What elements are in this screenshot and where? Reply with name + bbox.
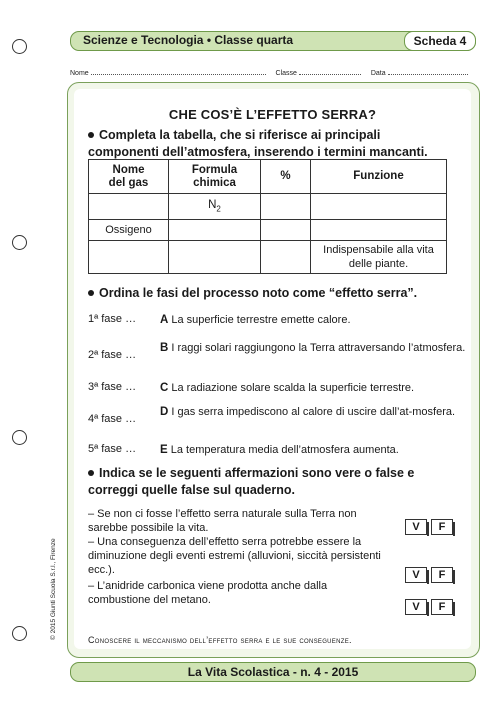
section1-instruction: Completa la tabella, che si riferisce ai principali componenti dell’atmosfera, inserendo i termini mancanti. <box>88 128 428 159</box>
copyright-notice: © 2015 Giunti Scuola S.r.l., Firenze <box>50 538 57 640</box>
true-checkbox[interactable]: V <box>405 567 427 583</box>
name-class-date-line <box>70 67 474 77</box>
bullet-icon <box>88 470 94 476</box>
table-header: Formula chimica <box>169 160 261 194</box>
statement: – Se non ci fosse l’effetto serra naturale sulla Terra non sarebbe possibile la vita. <box>88 508 357 534</box>
phase-label[interactable]: 2ª fase … <box>88 349 137 361</box>
name-field[interactable] <box>91 67 266 75</box>
phase-label[interactable]: 5ª fase … <box>88 443 137 455</box>
worksheet-title: CHE COS’È L’EFFETTO SERRA? <box>168 107 377 122</box>
phase-text: La radiazione solare scalda la superficie terrestre. <box>171 382 415 394</box>
phase-label[interactable]: 1ª fase … <box>88 313 137 325</box>
table-cell[interactable] <box>311 194 447 220</box>
section3-instruction: Indica se le seguenti affermazioni sono vere o false e correggi quelle false sul quaderno. <box>88 466 415 497</box>
table-cell[interactable] <box>89 194 169 220</box>
true-false-boxes <box>405 567 455 582</box>
true-false-boxes <box>405 519 455 534</box>
phase-letter: B <box>160 342 169 354</box>
phase-text: La temperatura media dell’atmosfera aumenta. <box>170 444 399 456</box>
binder-hole <box>12 39 27 54</box>
worksheet-card <box>67 82 480 658</box>
section2-instruction: Ordina le fasi del processo noto come “effetto serra”. <box>88 285 417 302</box>
phase-text: I gas serra impediscono al calore di uscire dall’at-mosfera. <box>171 406 456 418</box>
binder-hole <box>12 235 27 250</box>
statement: – L’anidride carbonica viene prodotta anche dalla combustione del metano. <box>88 580 328 606</box>
binder-hole <box>12 430 27 445</box>
table-cell[interactable] <box>261 194 311 220</box>
class-field[interactable] <box>299 67 361 75</box>
phase-label[interactable]: 4ª fase … <box>88 413 137 425</box>
subject-title: Scienze e Tecnologia • Classe quarta <box>83 33 294 47</box>
phase-text: La superficie terrestre emette calore. <box>171 314 351 326</box>
false-checkbox[interactable]: F <box>431 519 453 535</box>
table-cell[interactable] <box>169 220 261 241</box>
table-cell[interactable] <box>311 220 447 241</box>
table-header: Nome del gas <box>89 160 169 194</box>
footer-bar: La Vita Scolastica - n. 4 - 2015 <box>70 662 476 682</box>
gas-table <box>88 159 447 274</box>
bullet-icon <box>88 132 94 138</box>
phase-letter: A <box>160 314 169 326</box>
table-cell[interactable] <box>89 241 169 274</box>
table-cell[interactable] <box>261 241 311 274</box>
phase-letter: C <box>160 382 169 394</box>
binder-hole <box>12 626 27 641</box>
phase-letter: E <box>160 444 168 456</box>
table-header: Funzione <box>311 160 447 194</box>
table-cell[interactable] <box>169 241 261 274</box>
false-checkbox[interactable]: F <box>431 567 453 583</box>
true-false-boxes <box>405 599 455 614</box>
date-label: Data <box>370 70 386 77</box>
true-checkbox[interactable]: V <box>405 599 427 615</box>
name-label: Nome <box>70 70 89 77</box>
true-checkbox[interactable]: V <box>405 519 427 535</box>
class-label: Classe <box>275 70 297 77</box>
table-cell[interactable]: $N_2$ <box>169 194 261 220</box>
phase-label[interactable]: 3ª fase … <box>88 381 137 393</box>
statement: – Una conseguenza dell’effetto serra potrebbe essere la diminuzione degli eventi estremi (alluvioni, siccità persistenti ecc.). <box>88 536 381 576</box>
learning-objective: Conoscere il meccanismo dell’effetto serra e le sue conseguenze. <box>88 635 352 645</box>
sheet-label: Scheda 4 <box>404 31 476 51</box>
table-header: % <box>261 160 311 194</box>
table-cell[interactable] <box>261 220 311 241</box>
phase-text: I raggi solari raggiungono la Terra attraversando l’atmosfera. <box>171 342 466 354</box>
phase-letter: D <box>160 406 169 418</box>
table-cell: Ossigeno <box>89 220 169 241</box>
header-bar <box>70 31 476 51</box>
worksheet-body <box>74 89 471 649</box>
bullet-icon <box>88 290 94 296</box>
date-field[interactable] <box>388 67 468 75</box>
table-cell: Indispensabile alla vita delle piante. <box>311 241 447 274</box>
false-checkbox[interactable]: F <box>431 599 453 615</box>
